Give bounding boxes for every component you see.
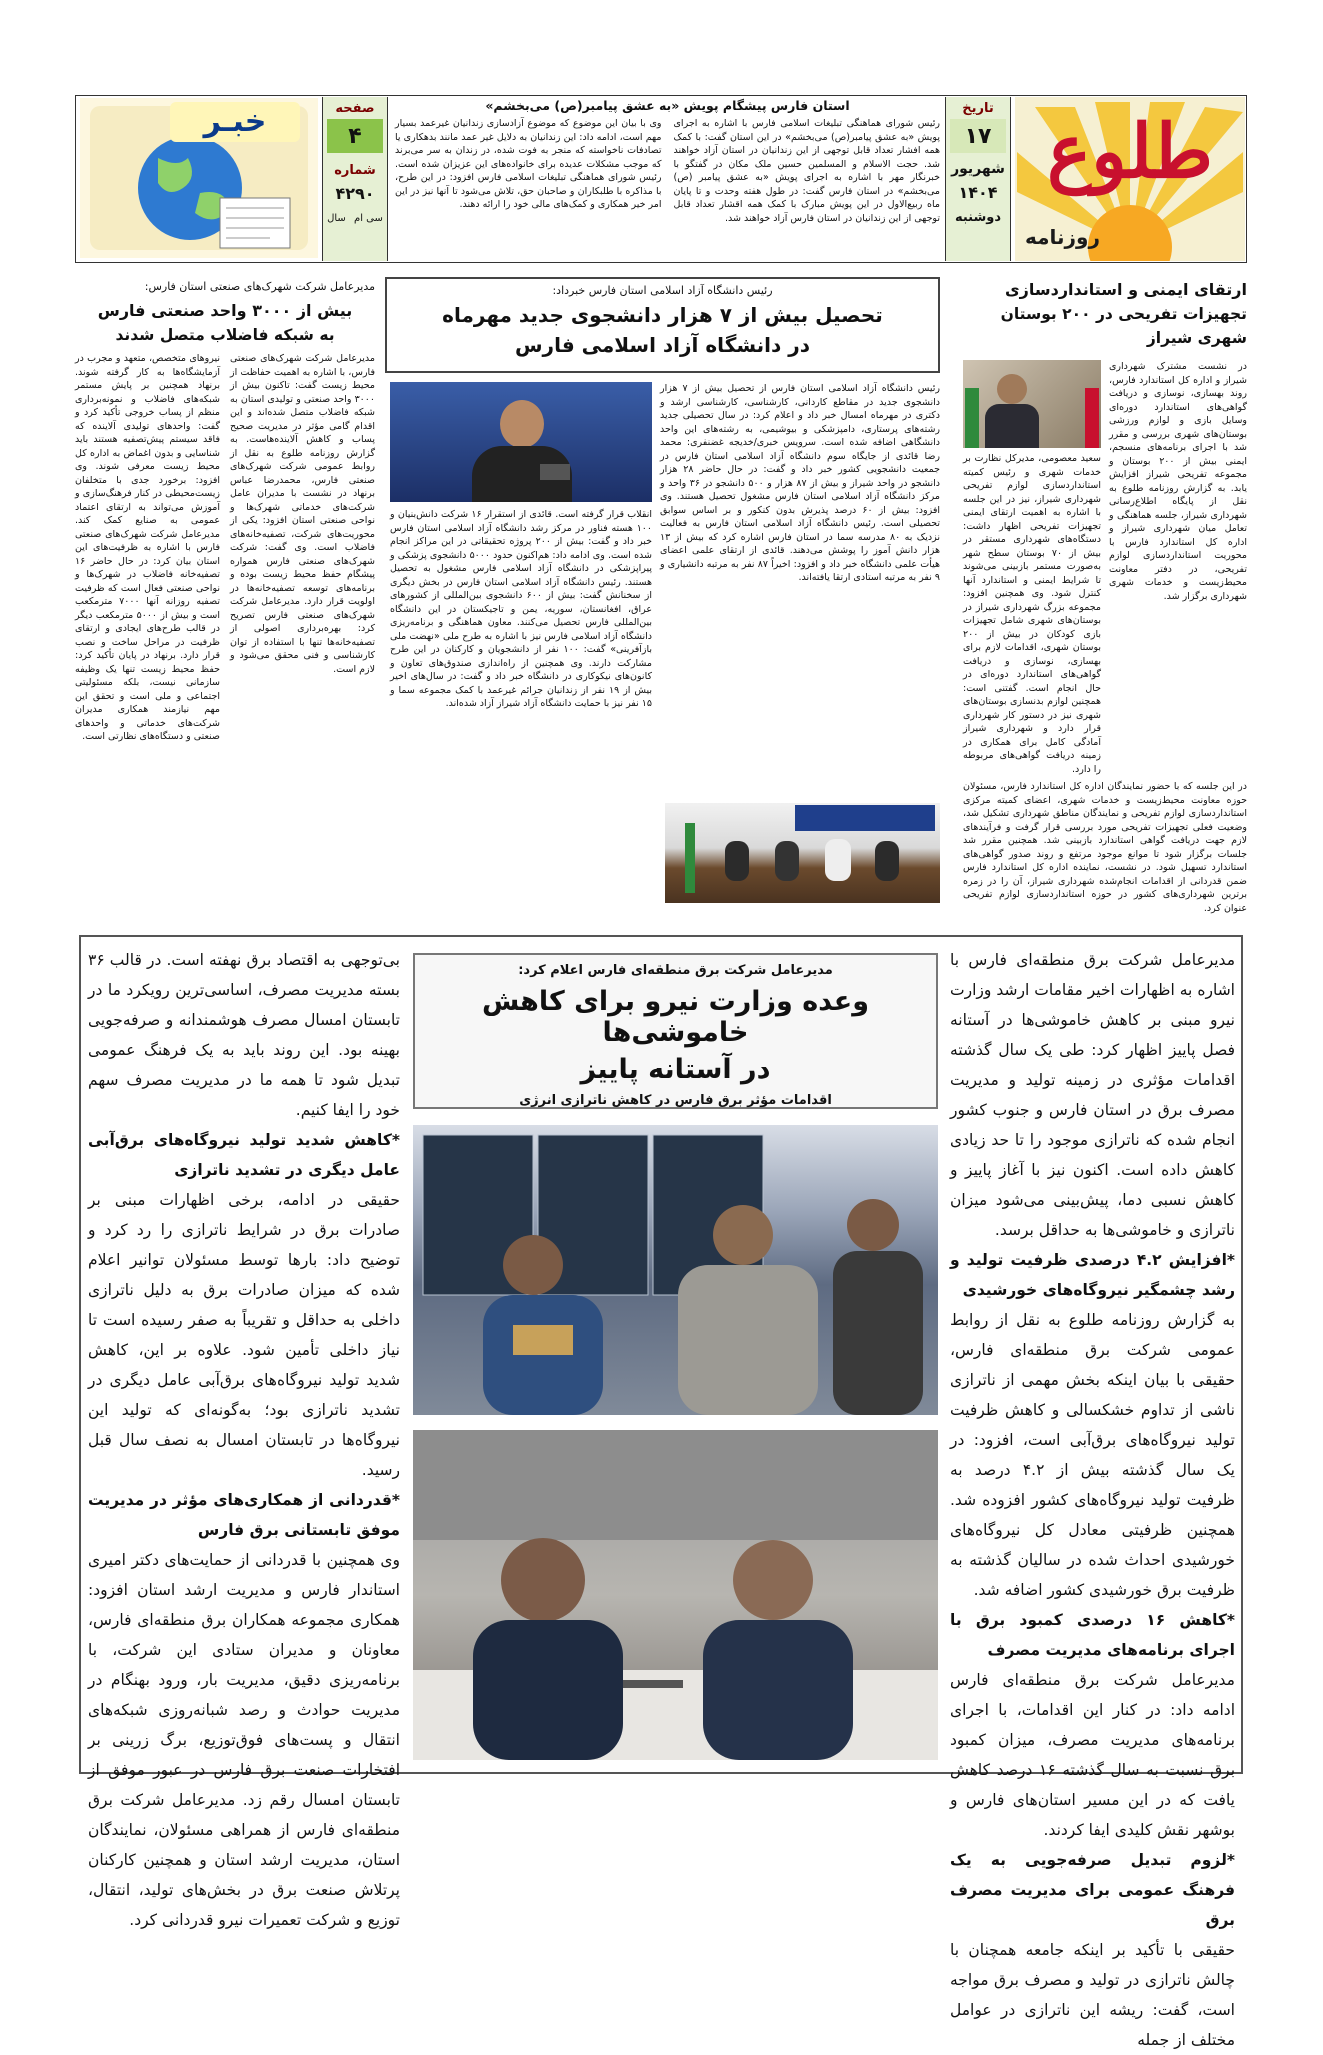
- university-text-right: رئیس دانشگاه آزاد اسلامی استان فارس از تحصیل بیش از ۷ هزار دانشجوی جدید در مقاطع کاردانی، کارشناسی، کارشناسی ارشد و دکتری در مهرماه امسال خبر داد و اعلام کرد: در سال تحصیلی جدید رشته‌های پرستاری، دامپزشکی و بیوشیمی، به رشته‌های این واحد دانشگاهی اضافه شده است. سرویس خبری/خدیجه غضنفری: محمد رضا قائدی از جایگاه سوم دانشگاه آزاد اسلامی استان فارس در جمعیت دانشجویی کشور خبر داد و گفت: در حال حاضر ۲۸ هزار دانشجو در واحد شیراز و بیش از ۸۷ هزار و ۵۰۰ دانشجو در ۳۶ واحد و مرکز دانشگاه آزاد اسلامی استان فارس مشغول تحصیل هستند. وی افزود: بیش از ۶۰ درصد پذیرش بدون کنکور و بر اساس سوابق تحصیلی است. رئیس دانشگاه آزاد اسلامی استان فارس به فعالیت نزدیک به ۸۰ مدرسه سما در استان فارس اشاره کرد که بیش از ۱۳ هزار دانش آموز را پوشش می‌دهند. قائدی از ارتقای علمی اعضای هیأت علمی دانشگاه خبر داد و افزود: اخیراً ۸۷ نفر به مرتبه دانشیاری و ۹ نفر به مرتبه استادی ارتقا یافته‌اند.: [660, 383, 941, 583]
- power-left-intro: بی‌توجهی به اقتصاد برق نهفته است. در قالب ۳۶ بسته مدیریت مصرف، اساسی‌ترین رویکرد ما در تابستان امسال مصرف هوشمندانه و صرفه‌جویی بهینه بود. این روند باید به یک فرهنگ عمومی تبدیل شود تا همه ما در مدیریت مصرف سهم خود را ایفا کنیم.: [88, 951, 400, 1119]
- top-story-col-right: رئیس شورای هماهنگی تبلیغات اسلامی فارس با اشاره به اجرای پویش «به عشق پیامبر(ص) می‌بخشم» در این استان گفت: با کمک همه افشار تعداد قابل توجهی از این زندانیان در استان آزاد خواهند شد. حجت الاسلام و المسلمین حسین ملک مکان در گفتگو با خبرنگار مهر با اشاره به اجرای پویش «به عشق پیامبر (ص) می‌بخشم» در استان فارس گفت: در طول هفته وحدت و تا پایان ماه ربیع‌الاول در این پویش مبارک با کمک همه اقشار تعداد قابل توجهی از این زندانیان در استان فارس آزاد خواهند شد.: [673, 118, 940, 224]
- power-right-para-3: حقیقی با تأکید بر اینکه جامعه همچنان با چالش ناترازی در تولید و مصرف برق مواجه است، گفت: ریشه این ناترازی در عوامل مختلف از جمله: [950, 1941, 1235, 2049]
- university-headline-box: [385, 277, 940, 373]
- university-title-1: تحصیل بیش از ۷ هزار دانشجوی جدید مهرماه: [442, 303, 883, 327]
- newspaper-logo: طلوع: [1047, 109, 1213, 195]
- power-left-heading-2: *قدردانی از همکاری‌های مؤثر در مدیریت موفق تابستانی برق فارس: [88, 1491, 400, 1539]
- parks-official-photo: [963, 360, 1101, 448]
- month-value: شهریور: [951, 161, 1005, 177]
- date-block: [945, 97, 1011, 261]
- university-title-2: در دانشگاه آزاد اسلامی فارس: [514, 333, 811, 357]
- year-value: ۱۴۰۴: [958, 183, 998, 202]
- meeting-scene-icon: [413, 1430, 938, 1760]
- top-story-col-left: وی با بیان این موضوع که موضوع آزادسازی زندانیان غیرعمد بسیار مهم است، ادامه داد: این زندانیان به دلایل غیر عمد مانند بدهکاری یا تصادفات ناخواسته که منجر به فوت شده، در زندان به سر می‌برند که موجب مشکلات عدیده برای خانواده‌های این عزیزان شده است. رئیس شورای هماهنگی تبلیغات اسلامی فارس افزود: در این طرح، با مذاکره با طلبکاران و صاحبان حق، تلاش می‌شود تا آنها نیز در این امر خیر همکاری و کمک‌های مالی خود را ارائه دهند.: [395, 118, 662, 210]
- weekday-value: دوشنبه: [954, 210, 1002, 225]
- power-subtitle: اقدامات مؤثر برق فارس در کاهش ناترازی انرژی: [519, 1093, 832, 1108]
- power-right-para-1: به گزارش روزنامه طلوع به نقل از روابط عمومی شرکت برق منطقه‌ای فارس، حقیقی با بیان اینکه بخش مهمی از ناترازی ناشی از تداوم خشکسالی و کاهش ظرفیت تولید نیروگاه‌های برق‌آبی است، افزود: در یک سال گذشته بیش از ۴.۲ درصد به ظرفیت تولید نیروگاه‌های کشور افزوده شد. همچنین ظرفیتی معادل کل نیروگاه‌های خورشیدی احداث شده در سالیان گذشته به ظرفیت برق خورشیدی کشور اضافه شد.: [950, 1311, 1235, 1599]
- power-right-heading-2: *کاهش ۱۶ درصدی کمبود برق با اجرای برنامه‌های مدیریت مصرف: [950, 1611, 1236, 1659]
- university-president-photo: [390, 382, 652, 502]
- day-box: [950, 119, 1006, 153]
- page-label: صفحه: [335, 101, 375, 116]
- parks-para-3: سعید معصومی، مدیرکل نظارت بر خدمات شهری و رئیس کمیته استانداردسازی لوازم تفریحی شهرداری شیراز، نیز در این جلسه با اشاره به اهمیت ارتقای ایمنی تجهیزات تفریحی اظهار داشت: دستگاه‌های شهرداری مستقر در بیش از ۷۰ بوستان سطح شهر به‌صورت مستمر بازبینی می‌شوند تا شرایط ایمنی و استاندارد آنها کنترل شود. وی همچنین افزود: مجموعه بزرگ شهرداری شیراز در بوستان‌های شهری شامل تجهیزات بازی کودکان در بیش از ۲۰۰ بوستان شهری، اقدامات لازم برای بهسازی، نوسازی و دریافت گواهی‌های استاندارد دوره‌ای در حال انجام است. گفتنی است: همچنین لوازم بدنسازی بوستان‌های شهری نیز در دستور کار شهرداری قرار دارد و شهرداری شیراز آمادگی کامل برای همکاری در زمینه دریافت گواهی‌های مربوطه را دارد.: [963, 453, 1101, 775]
- power-right-intro: مدیرعامل شرکت برق منطقه‌ای فارس با اشاره به اظهارات اخیر مقامات ارشد وزارت نیرو مبنی بر کاهش خاموشی‌ها در آستانه فصل پاییز اظهار کرد: طی یک سال گذشته اقدامات مؤثری در زمینه تولید و مدیریت مصرف برق در استان فارس و جنوب کشور انجام شده که ناترازی موجود را تا حد زیادی کاهش داده است. اکنون نیز با آغاز پاییز و کاهش نسبی دما، پیش‌بینی می‌شود میزان ناترازی و خاموشی‌ها به حداقل برسد.: [950, 951, 1235, 1239]
- power-left-para-1: حقیقی در ادامه، برخی اظهارات مبنی بر صادرات برق در شرایط ناترازی را رد کرد و توضیح داد: بارها توسط مسئولان توانیر اعلام شده که میزان صادرات برق به دلیل ناترازی داخلی به حداقل و تقریباً به صفر رسیده است تا نیاز داخلی تأمین شود. علاوه بر این، کاهش شدید تولید نیروگاه‌های برق‌آبی عامل دیگری در تشدید ناترازی بود؛ به‌گونه‌ای که تولید این نیروگاه‌ها در تابستان امسال به نصف سال قبل رسید.: [88, 1191, 400, 1479]
- solar-panels-icon: [413, 1125, 938, 1415]
- parks-para-1: در نشست مشترک شهرداری شیراز و اداره کل استاندارد فارس، روند بهسازی، نوسازی و دریافت گواهی‌های استاندارد دوره‌ای وسایل بازی و لوازم ورزشی بوستان‌های شهری بررسی و مقرر شد با اجرای برنامه‌های منسجم، ایمنی بیش از ۲۰۰ بوستان و مجموعه تفریحی شیراز افزایش یابد. به گزارش روزنامه طلوع به نقل از پایگاه اطلاع‌رسانی شهرداری شیراز، جلسه هماهنگی و تعامل میان شهرداری شیراز و اداره کل استاندارد فارس با محوریت استانداردسازی لوازم تفریحی، در دفتر معاونت محیط‌زیست و خدمات شهری شهرداری برگزار شد.: [1109, 361, 1247, 602]
- parks-para-2: در این جلسه که با حضور نمایندگان اداره کل استاندارد فارس، مسئولان حوزه معاونت محیط‌زیست و خدمات شهری، اعضای کمیته مرکزی استانداردسازی لوازم تفریحی و نمایندگان مناطق شهرداری تشکیل شد، وضعیت فعلی تجهیزات تفریحی مورد بررسی قرار گرفت و فرآیندهای لازم جهت دریافت گواهی استاندارد بازبینی شد. همچنین مقرر شد جلسات برگزار شود تا موانع موجود مرتفع و روند صدور گواهی‌های استاندارد تسهیل شود. در نشست، نماینده اداره کل استاندارد فارس ضمن قدردانی از اقدامات انجام‌شده شهرداری شیراز، آن را در زمره برترین شهرداری‌های کشور در حوزه استانداردسازی لوازم تفریحی عنوان کرد.: [963, 781, 1247, 914]
- industrial-kicker: مدیرعامل شرکت شهرک‌های صنعتی استان فارس:: [144, 280, 375, 293]
- section-title: خبـر: [170, 102, 300, 142]
- issue-number: ۴۲۹۰: [335, 184, 375, 203]
- power-title-1: وعده وزارت نیرو برای کاهش خاموشی‌ها: [481, 986, 870, 1048]
- power-col-left: [88, 945, 400, 1929]
- power-right-heading-3: *لزوم تبدیل صرفه‌جویی به یک فرهنگ عمومی برای مدیریت مصرف برق: [950, 1851, 1235, 1929]
- year-value-ordinal: سی ام: [354, 213, 383, 224]
- day-value: ۱۷: [964, 123, 992, 149]
- parks-title-2: تجهیزات تفریحی در ۲۰۰ بوستان شهری شیراز: [1000, 305, 1247, 347]
- university-col-left: [390, 508, 652, 930]
- parks-title-1: ارتقای ایمنی و استانداردسازی: [1004, 280, 1247, 299]
- power-meeting-photo: [413, 1430, 938, 1760]
- power-left-heading-1: *کاهش شدید تولید نیروگاه‌های برق‌آبی عامل دیگری در تشدید ناترازی: [88, 1131, 400, 1179]
- newspaper-subtitle: روزنامه: [1025, 225, 1100, 249]
- industrial-article: [75, 280, 375, 930]
- industrial-text-right: مدیرعامل شرکت شهرک‌های صنعتی فارس، با اشاره به اهمیت حفاظت از محیط زیست گفت: تاکنون بیش از ۳۰۰۰ واحد صنعتی و تولیدی استان به شبکه فاضلاب متصل شده‌اند و این اقدام گامی مؤثر در مدیریت صحیح پساب و کاهش آلاینده‌هاست. به گزارش روزنامه طلوع به نقل از روابط عمومی شرکت شهرک‌های صنعتی فارس، محمدرضا عباس برنهاد در نشست با مدیران عامل شرکت‌های خدماتی شهرک‌ها و نواحی صنعتی استان افزود: یکی از محوریت‌های شرکت، تصفیه‌خانه‌های فاضلاب است. وی گفت: شرکت شهرک‌های صنعتی فارس همواره پیشگام حفظ محیط زیست بوده و برنامه‌های توسعه تصفیه‌خانه‌ها در اولویت قرار دارد. مدیرعامل شرکت شهرک‌های صنعتی فارس تصریح کرد: بهره‌برداری اصولی از تصفیه‌خانه‌ها تنها با استفاده از توان کارشناسی و فنی محقق می‌شود و لازم است.: [230, 353, 375, 675]
- power-kicker: مدیرعامل شرکت برق منطقه‌ای فارس اعلام کرد:: [518, 963, 833, 978]
- top-story-title: استان فارس پیشگام پویش «به عشق پیامبر(ص) می‌بخشم»: [485, 98, 850, 113]
- power-headline-box: [413, 953, 938, 1109]
- year-label: سال: [327, 213, 346, 224]
- issue-label: شماره: [334, 163, 376, 178]
- date-label: تاریخ: [962, 101, 994, 116]
- power-right-heading-1: *افزایش ۴.۲ درصدی ظرفیت تولید و رشد چشمگیر نیروگاه‌های خورشیدی: [950, 1251, 1235, 1299]
- parks-article: [963, 278, 1247, 930]
- top-story: [395, 98, 940, 258]
- power-col-right: [950, 945, 1236, 2049]
- power-left-para-2: وی همچنین با قدردانی از حمایت‌های دکتر امیری استاندار فارس و مدیریت ارشد استان افزود: همکاری مجموعه همکاران برق منطقه‌ای فارس، معاونان و مدیران ستادی این شرکت، با برنامه‌ریزی دقیق، مدیریت بار، ورود بهنگام در مدیریت حوادث و رصد شبانه‌روزی شبکه‌های انتقال و پست‌های فوق‌توزیع، برگ زرینی بر افتخارات صنعت برق فارس در عبور موفق از تابستان امسال رقم زد. مدیرعامل شرکت برق منطقه‌ای فارس از همراهی مسئولان، نمایندگان استان، مدیریت ارشد استان و همچنین کارکنان پرتلاش صنعت برق در بخش‌های تولید، انتقال، توزیع و شرکت تعمیرات نیرو قدردانی کرد.: [88, 1551, 400, 1929]
- university-meeting-photo: [665, 803, 940, 903]
- power-solar-photo: [413, 1125, 938, 1415]
- section-block: [80, 98, 318, 258]
- university-text-left: انقلاب قرار گرفته است. قائدی از استقرار ۱۶ شرکت دانش‌بنیان و ۱۰۰ هسته فناور در مرکز رشد دانشگاه آزاد اسلامی استان فارس خبر داد و گفت: بیش از ۲۰۰ پروژه تحقیقاتی در این مراکز انجام شده است. وی ادامه داد: هم‌اکنون حدود ۵۰۰۰ دانشجوی پزشکی و پیراپزشکی در دانشگاه آزاد اسلامی فارس مشغول به تحصیل هستند. رئیس دانشگاه آزاد اسلامی استان فارس در بخش دیگری از سخنانش گفت: بیش از ۶۰۰ دانشجوی بین‌المللی از کشورهای عراق، افغانستان، سوریه، یمن و تاجیکستان در این دانشگاه بین‌المللی فارس تحصیل می‌کنند. معاون هماهنگی و برنامه‌ریزی دانشگاه آزاد اسلامی فارس نیز با اشاره به طرح ملی «نهضت ملی بازآفرینی» گفت: ۱۰۰ نفر از دانشجویان و کارکنان در این طرح مشارکت دارند. وی همچنین از راه‌اندازی صندوق‌های تعاون و کانون‌های نیکوکاری در دانشگاه خبر داد و گفت: در سال‌های اخیر بیش از ۱۹ نفر از زندانیان جرائم غیرعمد با کمک مجموعه سما و ۱۵ نفر نیز با حمایت دانشگاه آزاد شیراز آزاد شده‌اند.: [390, 509, 652, 709]
- power-title-2: در آستانه پاییز: [580, 1054, 771, 1085]
- page-issue-block: [322, 97, 388, 261]
- university-kicker: رئیس دانشگاه آزاد اسلامی استان فارس خبرداد:: [552, 284, 773, 297]
- power-right-para-2: مدیرعامل شرکت برق منطقه‌ای فارس ادامه داد: در کنار این اقدامات، با اجرای برنامه‌های مدیریت مصرف، میزان کمبود برق نسبت به سال گذشته ۱۶ درصد کاهش یافت که در این مسیر استان‌های فارس و بوشهر نقش کلیدی ایفا کردند.: [950, 1671, 1236, 1839]
- logo-block: [1015, 97, 1245, 261]
- industrial-text-left: نیروهای متخصص، متعهد و مجرب در آزمایشگاه‌ها به کار گرفته شوند. برنهاد همچنین بر پایش مستمر شبکه‌های فاضلاب و نمونه‌برداری منظم از پساب خروجی تأکید کرد و گفت: واحدهای تولیدی آلاینده که فاقد سیستم پیش‌تصفیه هستند باید شناسایی و بدون اغماض به اداره کل محیط زیست معرفی شوند. وی افزود: برخورد جدی با متخلفان زیست‌محیطی در کنار فرهنگ‌سازی و آموزش می‌تواند به ارتقای اعتماد عمومی به صنایع کمک کند. مدیرعامل شرکت شهرک‌های صنعتی فارس با اشاره به ظرفیت‌های این استان بیان کرد: در حال حاضر ۱۶ تصفیه‌خانه فاضلاب در شهرک‌ها و نواحی صنعتی فعال است که ظرفیت تصفیه روزانه آنها ۷۰۰۰ مترمکعب است و بیش از ۵۰۰۰ مترمکعب دیگر در قالب طرح‌های ایجادی و ارتقای ظرفیت در مراحل ساخت و نصب قرار دارد. برنهاد در پایان تأکید کرد: حفظ محیط زیست تنها یک وظیفه سازمانی نیست، بلکه مسئولیتی اجتماعی و ملی است و تحقق این مهم نیازمند همکاری مدیران شرکت‌های خدماتی و واحدهای صنعتی و دستگاه‌های نظارتی است.: [75, 353, 220, 742]
- industrial-title-1: بیش از ۳۰۰۰ واحد صنعتی فارس: [97, 301, 353, 320]
- industrial-title-2: به شبکه فاضلاب متصل شدند: [115, 326, 335, 344]
- page-number-box: [327, 119, 383, 153]
- page-number: ۴: [348, 123, 362, 149]
